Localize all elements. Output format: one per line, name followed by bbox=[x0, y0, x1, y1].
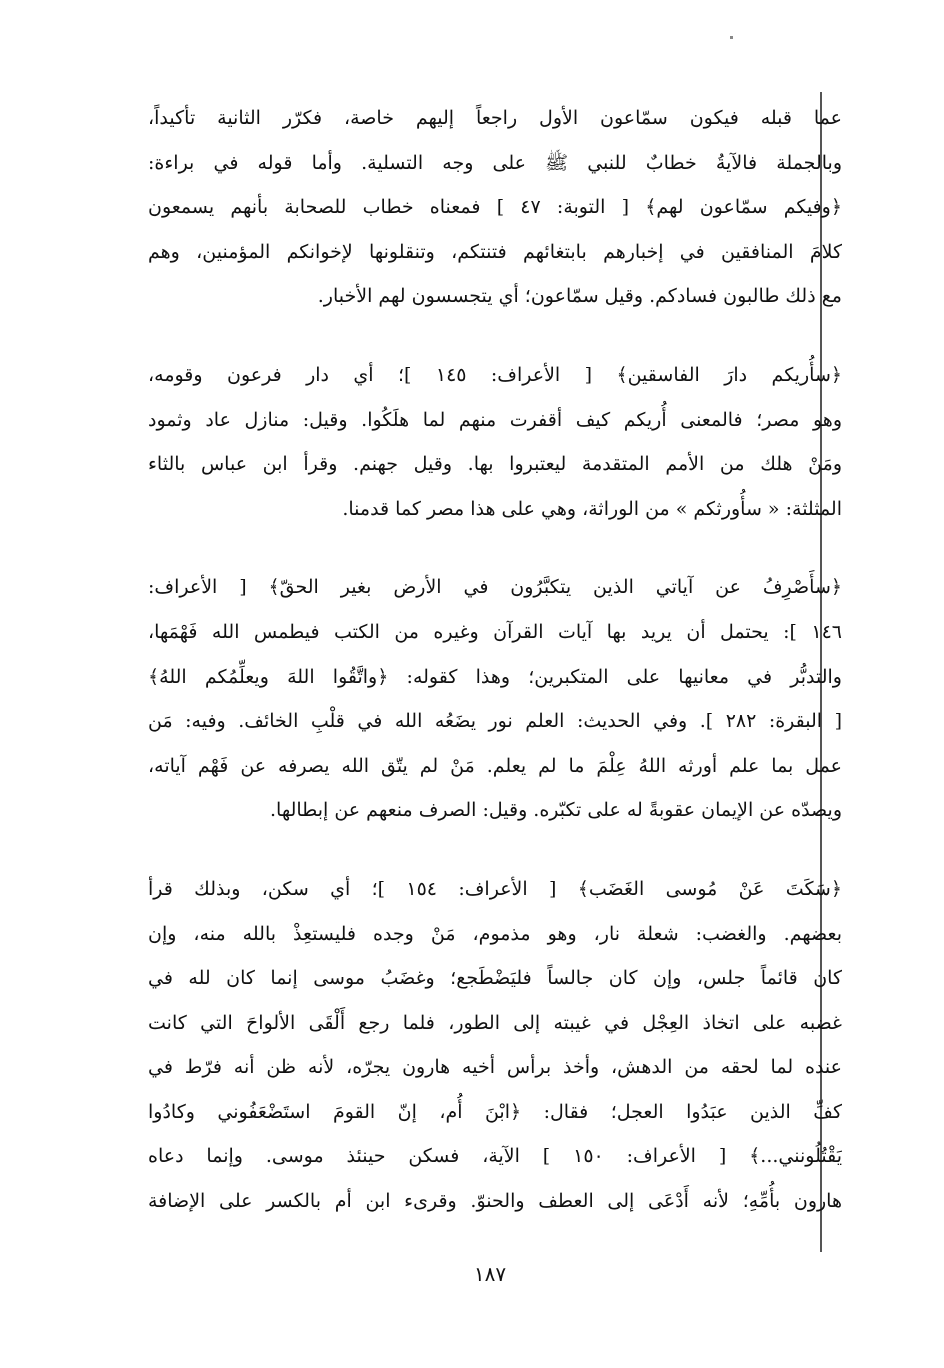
text-line: عنده لما لحقه من الدهش، وأخذ برأس أخيه هارون يجرّه، لأنه ظن أنه فرّط في bbox=[148, 1056, 842, 1079]
text-line: ﴿سأُريكم دارَ الفاسقين﴾ [ الأعراف: ١٤٥ ]؛ أي دار فرعون وقومه، bbox=[148, 363, 842, 386]
text-line: كان قائماً جلس، وإن كان جالساً فليَضْطَجع؛ وغضَبُ موسى إنما كان لله في bbox=[148, 967, 842, 990]
text-line: غضبه على اتخاذ العِجْل في غيبته إلى الطور، فلما رجع أَلْقَى الألواحَ التي كانت bbox=[148, 1011, 842, 1034]
text-line: عمل بما علم أورثه اللهُ عِلْمَ ما لم يعلم. مَنْ لم يتّق الله يصرفه عن فَهْم آياته، bbox=[148, 754, 842, 777]
scan-speck bbox=[730, 36, 733, 39]
text-line: المثلثة: « سأُورثكم » من الوراثة، وهي على هذا مصر كما قدمنا. bbox=[342, 497, 842, 520]
paragraph-2 bbox=[148, 353, 842, 531]
paragraph-3 bbox=[148, 565, 842, 833]
text-line: ﴿سأَصْرِفُ عن آياتي الذين يتكبَّرُون في الأرض بغير الحقّ﴾ [ الأعراف: bbox=[148, 576, 842, 599]
page-number: ١٨٧ bbox=[473, 1262, 507, 1286]
text-line: والتدبُّر في معانيها على المتكبرين؛ وهذا كقوله: ﴿واتَّقُوا اللهَ ويعلِّمُكم اللهُ﴾ bbox=[148, 665, 842, 688]
text-line: وهو مصر؛ فالمعنى أُريكم كيف أقفرت منهم لما هلَكُوا. وقيل: منازل عاد وثمود bbox=[148, 408, 842, 431]
text-line: ويصدّه عن الإيمان عقوبةً له على تكبّره. وقيل: الصرف منعهم عن إبطالها. bbox=[269, 799, 842, 822]
text-line: ﴿وفيكم سمّاعون لهم﴾ [ التوبة: ٤٧ ] فمعناه خطاب للصحابة بأنهم يسمعون bbox=[148, 196, 842, 219]
text-line: ﴿سَكَتَ عَنْ مُوسى الغَضَب﴾ [ الأعراف: ١٥٤ ]؛ أي سكن، وبذلك قرأ bbox=[148, 877, 842, 900]
text-line: كلامَ المنافقين في إخبارهم بابتغائهم فتنتكم، وتنقلونها لإخوانكم المؤمنين، وهم bbox=[148, 240, 842, 263]
paragraph-4 bbox=[148, 867, 842, 1224]
paragraph-1 bbox=[148, 96, 842, 319]
text-line: مع ذلك طالبون فسادكم. وقيل سمّاعون؛ أي يتجسسون لهم الأخبار. bbox=[317, 285, 842, 308]
text-line: وبالجملة فالآيةُ خطابٌ للنبي ﷺ على وجه التسلية. وأما قوله في براءة: bbox=[148, 151, 842, 174]
page-body bbox=[148, 96, 842, 1258]
text-line: كفِّ الذين عبَدُوا العجل؛ فقال: ﴿ابْنَ أُم، إنّ القومَ استَضْعَفُوني وكادُوا bbox=[148, 1100, 842, 1123]
text-line: بعضهم. والغضب: شعلة نار، وهو مذموم، مَنْ وجده فليستعِذْ بالله منه، وإن bbox=[148, 922, 842, 945]
text-line: [ البقرة: ٢٨٢ ]. وفي الحديث: العلم نور يضَعُه الله في قلْبِ الخائف. وفيه: مَن bbox=[148, 710, 842, 733]
text-line: ومَنْ هلك من الأمم المتقدمة ليعتبروا بها. وقيل جهنم. وقرأ ابن عباس بالثاء bbox=[148, 453, 842, 476]
text-line: ١٤٦ ]: يحتمل أن يريد بها آيات القرآن وغيره من الكتب فيطمس الله فَهْمَها، bbox=[148, 620, 842, 643]
text-line: هارون بأُمِّهِ؛ لأنه أَدْعَى إلى العطف والحنوّ. وقرىء ابن أم بالكسر على الإضافة bbox=[148, 1190, 842, 1213]
text-line: عما قبله فيكون سمّاعون الأول راجعاً إليهم خاصة، فكرّر الثانية تأكيداً، bbox=[148, 107, 842, 129]
text-line: يَقْتُلُونني...﴾ [ الأعراف: ١٥٠ ] الآية، فسكن حينئذ موسى. وإنما دعاه bbox=[148, 1145, 842, 1168]
